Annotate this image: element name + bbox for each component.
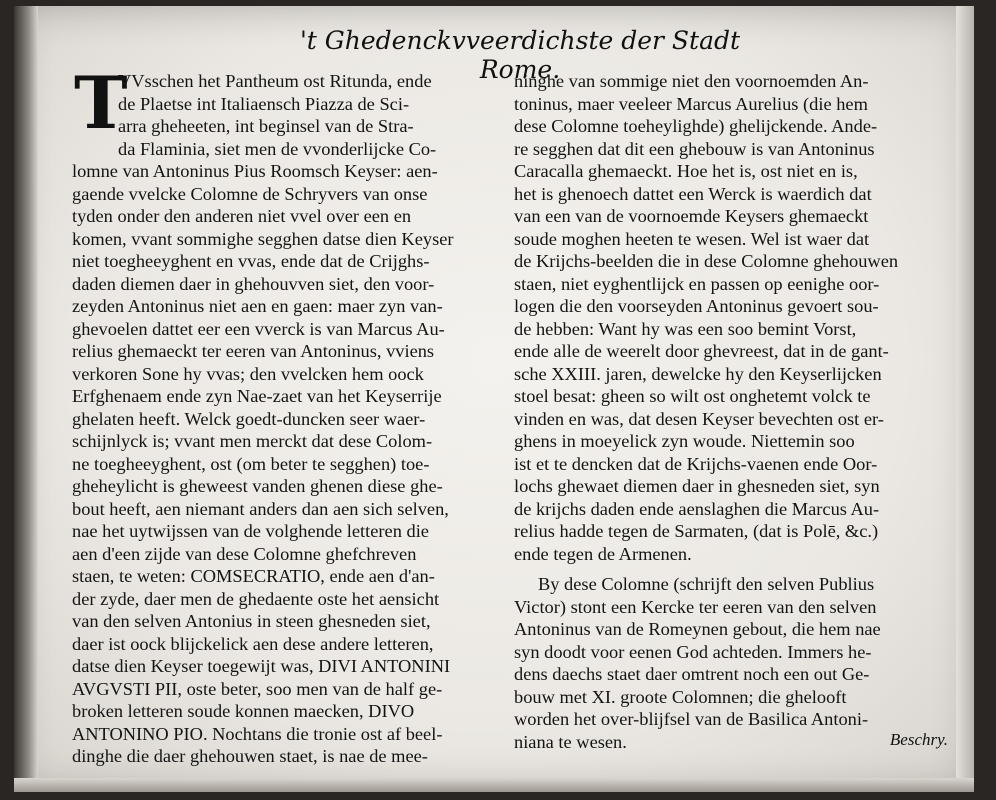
- text-line: ist et te dencken dat de Krijchs-vaenen ende Oor-: [514, 453, 878, 474]
- text-line: ghelaten heeft. Welck goedt-duncken seer waer-: [72, 408, 426, 429]
- right-paragraph-1: [514, 70, 946, 565]
- text-line: aen d'een zijde van dese Colomne ghefchreven: [72, 543, 417, 564]
- text-line: de hebben: Want hy was een soo bemint Vorst,: [514, 318, 857, 339]
- text-line: de Krijchs-beelden die in dese Colomne ghehouwen: [514, 251, 899, 271]
- text-line: arra gheheeten, int beginsel van de Stra-: [118, 116, 414, 136]
- text-line: stoel besat: gheen so wilt ost onghetemt volck te: [514, 386, 871, 406]
- text-line: Antoninus van de Romeynen gebout, die hem nae: [514, 619, 881, 639]
- text-line: daden diemen daer in ghehouvven siet, den voor-: [72, 273, 435, 294]
- text-line: By dese Colomne (schrijft den selven Publius: [538, 574, 875, 594]
- right-column: [514, 70, 946, 753]
- text-line: van een van de voornoemde Keysers ghemaeckt: [514, 206, 869, 226]
- text-line: nae het uytwijssen van de volghende letteren die: [72, 521, 429, 541]
- text-line: vinden en was, dat desen Keyser bevechten ost er-: [514, 408, 884, 429]
- text-line: soude moghen heeten te wesen. Wel ist waer dat: [514, 228, 870, 249]
- text-line: lomne van Antoninus Pius Roomsch Keyser: aen-: [72, 161, 438, 181]
- text-line: da Flaminia, siet men de vvonderlijcke Co-: [118, 138, 437, 159]
- text-line: syn doodt voor eenen God achteden. Immers he-: [514, 641, 872, 662]
- text-line: datse dien Keyser toegewijt was, DIVI ANTONINI: [72, 656, 451, 676]
- text-line: logen die den voorseyden Antoninus gevoert sou-: [514, 296, 879, 316]
- text-line: staen, te weten: COMSECRATIO, ende aen d'an-: [72, 566, 435, 586]
- text-line: dese Colomne toeheylighde) ghelijckende. Ande-: [514, 116, 878, 136]
- text-line: niana te wesen.: [514, 731, 627, 752]
- binding-gutter: [14, 6, 38, 792]
- text-line: Victor) stont een Kercke ter eeren van den selven: [514, 596, 877, 617]
- text-line: dens daechs staet daer omtrent noch een out Ge-: [514, 664, 870, 684]
- text-line: daer ist oock blijckelick aen dese andere letteren,: [72, 633, 434, 654]
- page-edge-right: [956, 6, 974, 792]
- text-line: worden het over-blijfsel van de Basilica Antoni-: [514, 709, 869, 729]
- text-line: VVsschen het Pantheum ost Ritunda, ende: [118, 71, 432, 91]
- text-line: ende tegen de Armenen.: [514, 543, 692, 564]
- text-line: relius ghemaeckt ter eeren van Antoninus, vviens: [72, 341, 435, 361]
- text-line: verkoren Sone hy vvas; den vvelcken hem oock: [72, 363, 424, 384]
- text-line: zeyden Antoninus niet aen en gaen: maer zyn van-: [72, 296, 443, 316]
- text-line: bouw met XI. groote Colomnen; die ghelooft: [514, 686, 847, 707]
- text-line: re segghen dat dit een ghebouw is van Antoninus: [514, 138, 875, 159]
- text-line: het is ghenoech dattet een Werck is waerdich dat: [514, 183, 872, 204]
- text-line: gheheylicht is gheweest vanden ghenen diese ghe-: [72, 476, 443, 496]
- drop-cap: T: [74, 60, 128, 145]
- text-line: ninghe van sommige niet den voornoemden An-: [514, 71, 869, 91]
- text-line: Caracalla ghemaeckt. Hoe het is, ost niet en is,: [514, 161, 858, 181]
- text-line: ghevoelen dattet eer een vverck is van Marcus Au-: [72, 318, 445, 339]
- text-line: Erfghenaem ende zyn Nae-zaet van het Keyserrije: [72, 386, 442, 406]
- catchword: Beschry.: [889, 730, 948, 749]
- text-line: lochs ghewaet diemen daer in ghesneden siet, syn: [514, 476, 880, 496]
- text-line: de krijchs daden ende aenslaghen die Marcus Au-: [514, 498, 880, 519]
- text-line: tyden onder den anderen niet vvel over een en: [72, 206, 412, 226]
- text-line: de Plaetse int Italiaensch Piazza de Sci-: [118, 93, 410, 114]
- text-line: ANTONINO PIO. Nochtans die tronie ost af beel-: [72, 723, 443, 744]
- text-line: dinghe die daer ghehouwen staet, is nae de mee-: [72, 746, 428, 766]
- running-header: 't Ghedenckvveerdichste der Stadt Rome.: [299, 26, 741, 84]
- text-line: niet toegheeyghent en vvas, ende dat de Crijghs-: [72, 251, 430, 271]
- text-line: der zyde, daer men de ghedaente oste het aensicht: [72, 588, 440, 609]
- text-line: ende alle de weerelt door ghevreest, dat in de gant-: [514, 341, 889, 361]
- text-line: broken letteren soude konnen maecken, DIVO: [72, 701, 415, 721]
- text-line: ghens in moeyelick zyn woude. Niettemin soo: [514, 431, 855, 451]
- left-column: [72, 60, 494, 768]
- right-paragraph-2: [514, 573, 946, 753]
- text-line: gaende vvelcke Colomne de Schryvers van onse: [72, 183, 428, 204]
- page-edge-bottom: [14, 778, 974, 792]
- text-line: toninus, maer veeleer Marcus Aurelius (die hem: [514, 93, 868, 114]
- text-line: bout heeft, aen niemant anders dan aen sich selven,: [72, 498, 449, 519]
- text-line: sche XXIII. jaren, dewelcke hy den Keyserlijcken: [514, 363, 882, 384]
- text-line: van den selven Antonius in steen ghesneden siet,: [72, 611, 431, 631]
- text-line: AVGVSTI PII, oste beter, soo men van de half ge-: [72, 678, 443, 699]
- text-line: schijnlyck is; vvant men merckt dat dese Colom-: [72, 431, 433, 451]
- text-line: ne toegheeyghent, ost (om beter te segghen) toe-: [72, 453, 430, 474]
- text-line: komen, vvant sommighe segghen datse dien Keyser: [72, 228, 454, 249]
- text-line: staen, niet eyghentlijck en passen op eenighe oor-: [514, 273, 880, 294]
- text-line: relius hadde tegen de Sarmaten, (dat is Polē, &c.): [514, 521, 879, 541]
